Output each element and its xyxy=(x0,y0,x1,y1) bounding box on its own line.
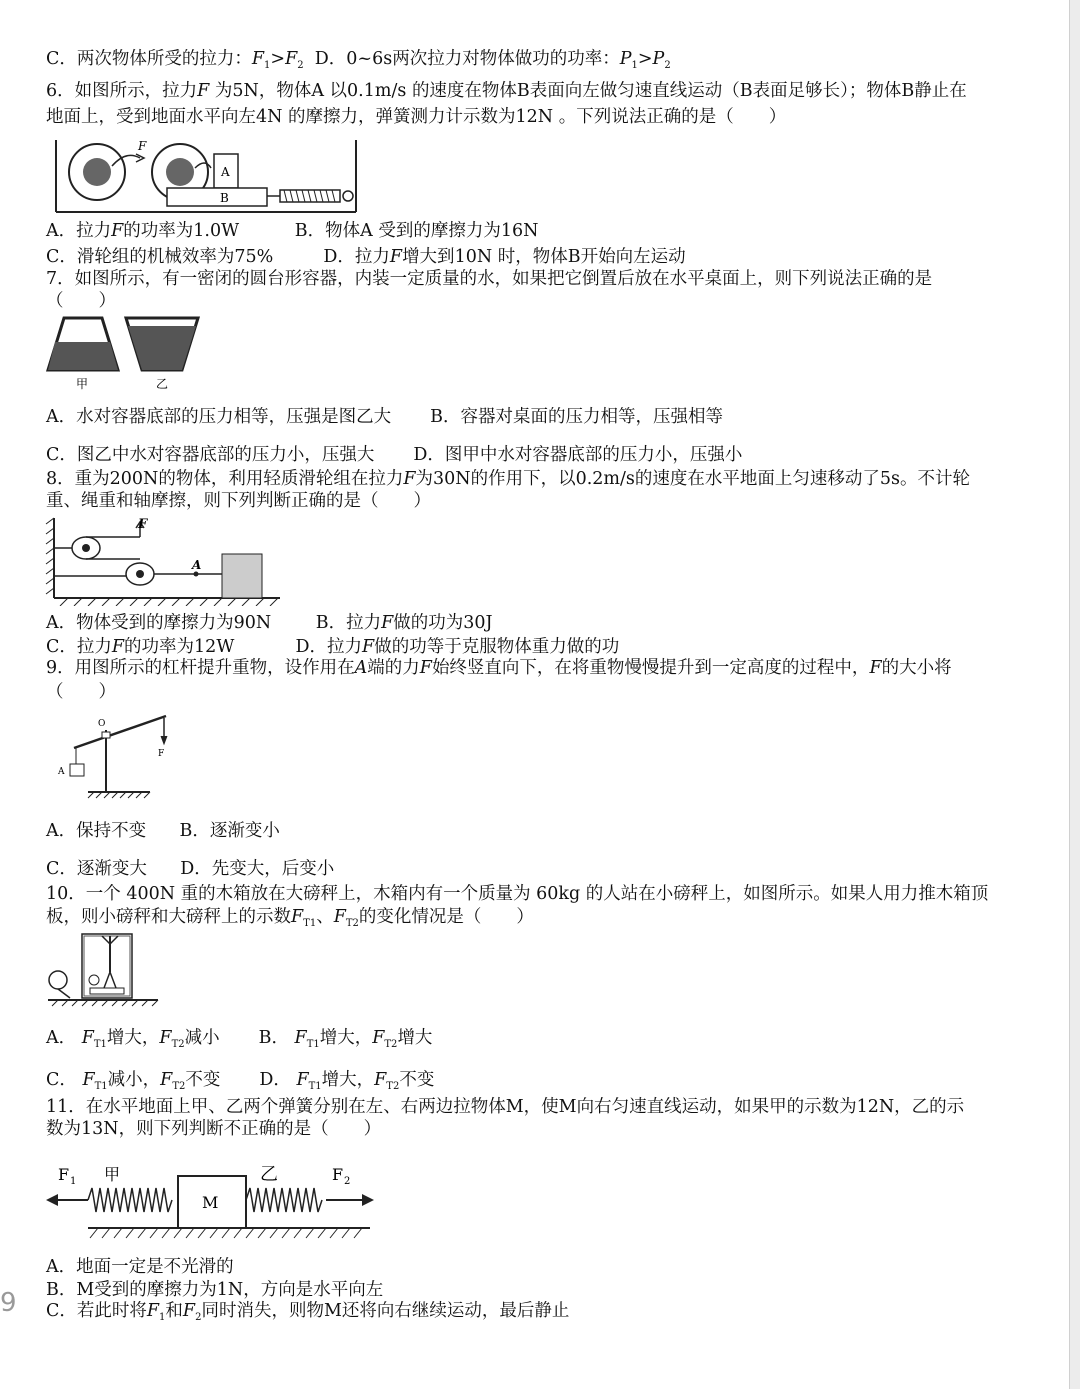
q11-fig-label-F1-sub: 1 xyxy=(70,1176,77,1187)
q7-options-cd: C．图乙中水对容器底部的压力小，压强大 D．图甲中水对容器底部的压力小，压强小 xyxy=(46,445,743,465)
q5-option-cd: C．两次物体所受的拉力：$F_1>F_2$ D．0~6s两次拉力对物体做功的功率：$P_1>P_2$ xyxy=(46,49,671,71)
q9-options-cd: C．逐渐变大 D．先变大，后变小 xyxy=(46,859,335,879)
q9-fig-label-A: A xyxy=(58,767,65,777)
q8-pulley-figure xyxy=(44,516,284,606)
q10-stem-line1: 10．一个 400N 重的木箱放在大磅秤上，木箱内有一个质量为 60kg 的人站在小磅秤上，如图所示。如果人用力推木箱顶 xyxy=(46,884,989,904)
q11-stem-line2: 数为13N，则下列判断不正确的是（ ） xyxy=(46,1119,382,1139)
q9-fig-label-F: F xyxy=(158,749,165,759)
q9-fig-label-O: O xyxy=(98,719,106,729)
q6-fig-label-B: B xyxy=(220,191,229,205)
q6-stem-line1: 6．如图所示，拉力F 为5N，物体A 以0.1m/s 的速度在物体B表面向左做匀速直线运动（B表面足够长）；物体B静止在 xyxy=(46,81,967,101)
q7-fig-label-yi: 乙 xyxy=(156,377,169,391)
q7-options-ab: A．水对容器底部的压力相等，压强是图乙大 B．容器对桌面的压力相等，压强相等 xyxy=(46,407,723,427)
page-number: 9 xyxy=(0,1288,17,1318)
q11-option-a: A．地面一定是不光滑的 xyxy=(46,1257,234,1277)
q6-fig-label-A: A xyxy=(221,165,230,179)
q9-stem-line1: 9．用图所示的杠杆提升重物，设作用在A端的力F始终竖直向下，在将重物慢慢提升到一定高度的过程中，F的大小将 xyxy=(46,658,952,678)
q8-stem-line2: 重、绳重和轴摩擦，则下列判断正确的是（ ） xyxy=(46,491,431,511)
q7-fig-label-jia: 甲 xyxy=(76,377,89,391)
q11-spring-figure xyxy=(44,1158,384,1248)
q11-fig-label-jia: 甲 xyxy=(104,1165,121,1184)
q9-stem-line2: （ ） xyxy=(46,682,116,702)
q8-fig-label-F: F xyxy=(138,517,148,532)
q9-options-ab: A．保持不变 B．逐渐变小 xyxy=(46,821,280,841)
q6-options-ab: A．拉力F的功率为1.0W B．物体A 受到的摩擦力为16N xyxy=(46,221,539,241)
q8-options-cd: C．拉力F的功率为12W D．拉力F做的功等于克服物体重力做的功 xyxy=(46,637,620,657)
q11-option-c: C．若此时将$F_1$和$F_2$同时消失，则物M还将向右继续运动，最后静止 xyxy=(46,1301,570,1323)
q10-scale-figure xyxy=(44,932,164,1008)
q6-stem-line2: 地面上，受到地面水平向左4N 的摩擦力，弹簧测力计示数为12N 。下列说法正确的是（ ） xyxy=(46,107,787,127)
q6-pulley-figure xyxy=(52,138,362,216)
q11-fig-label-F1: F xyxy=(58,1165,70,1184)
q11-fig-label-F2: F xyxy=(332,1165,344,1184)
q11-option-b: B．M受到的摩擦力为1N，方向是水平向左 xyxy=(46,1280,384,1300)
q6-fig-label-F: F xyxy=(138,139,147,153)
q6-options-cd: C．滑轮组的机械效率为75% D．拉力F增大到10N 时，物体B开始向左运动 xyxy=(46,247,686,267)
page-right-edge xyxy=(1069,0,1080,1389)
q11-stem-line1: 11．在水平地面上甲、乙两个弹簧分别在左、右两边拉物体M，使M向右匀速直线运动，如果甲的示数为12N，乙的示 xyxy=(46,1097,965,1117)
q8-stem-line1: 8．重为200N的物体，利用轻质滑轮组在拉力F为30N的作用下，以0.2m/s的速度在水平地面上匀速移动了5s。不计轮 xyxy=(46,469,971,489)
q10-options-ab: A． $F_{T1}$增大，$F_{T2}$减小 B． $F_{T1}$增大，$F_{T2}$增大 xyxy=(46,1028,433,1050)
q7-container-figure xyxy=(44,314,204,394)
q10-options-cd: C． $F_{T1}$减小，$F_{T2}$不变 D． $F_{T1}$增大，$F_{T2}$不变 xyxy=(46,1070,435,1092)
q11-fig-label-F2-sub: 2 xyxy=(344,1176,351,1187)
q10-stem-line2: 板，则小磅秤和大磅秤上的示数$F_{T1}$、$F_{T2}$的变化情况是（ ） xyxy=(46,907,534,929)
q7-stem-line2: （ ） xyxy=(46,291,116,311)
q11-fig-label-M: M xyxy=(202,1193,219,1212)
q9-lever-figure xyxy=(54,712,184,802)
q8-options-ab: A．物体受到的摩擦力为90N B．拉力F做的功为30J xyxy=(46,613,493,633)
q7-stem-line1: 7．如图所示，有一密闭的圆台形容器，内装一定质量的水，如果把它倒置后放在水平桌面上，则下列说法正确的是 xyxy=(46,269,933,289)
q8-fig-label-A: A xyxy=(192,558,202,572)
q11-fig-label-yi: 乙 xyxy=(260,1164,278,1185)
